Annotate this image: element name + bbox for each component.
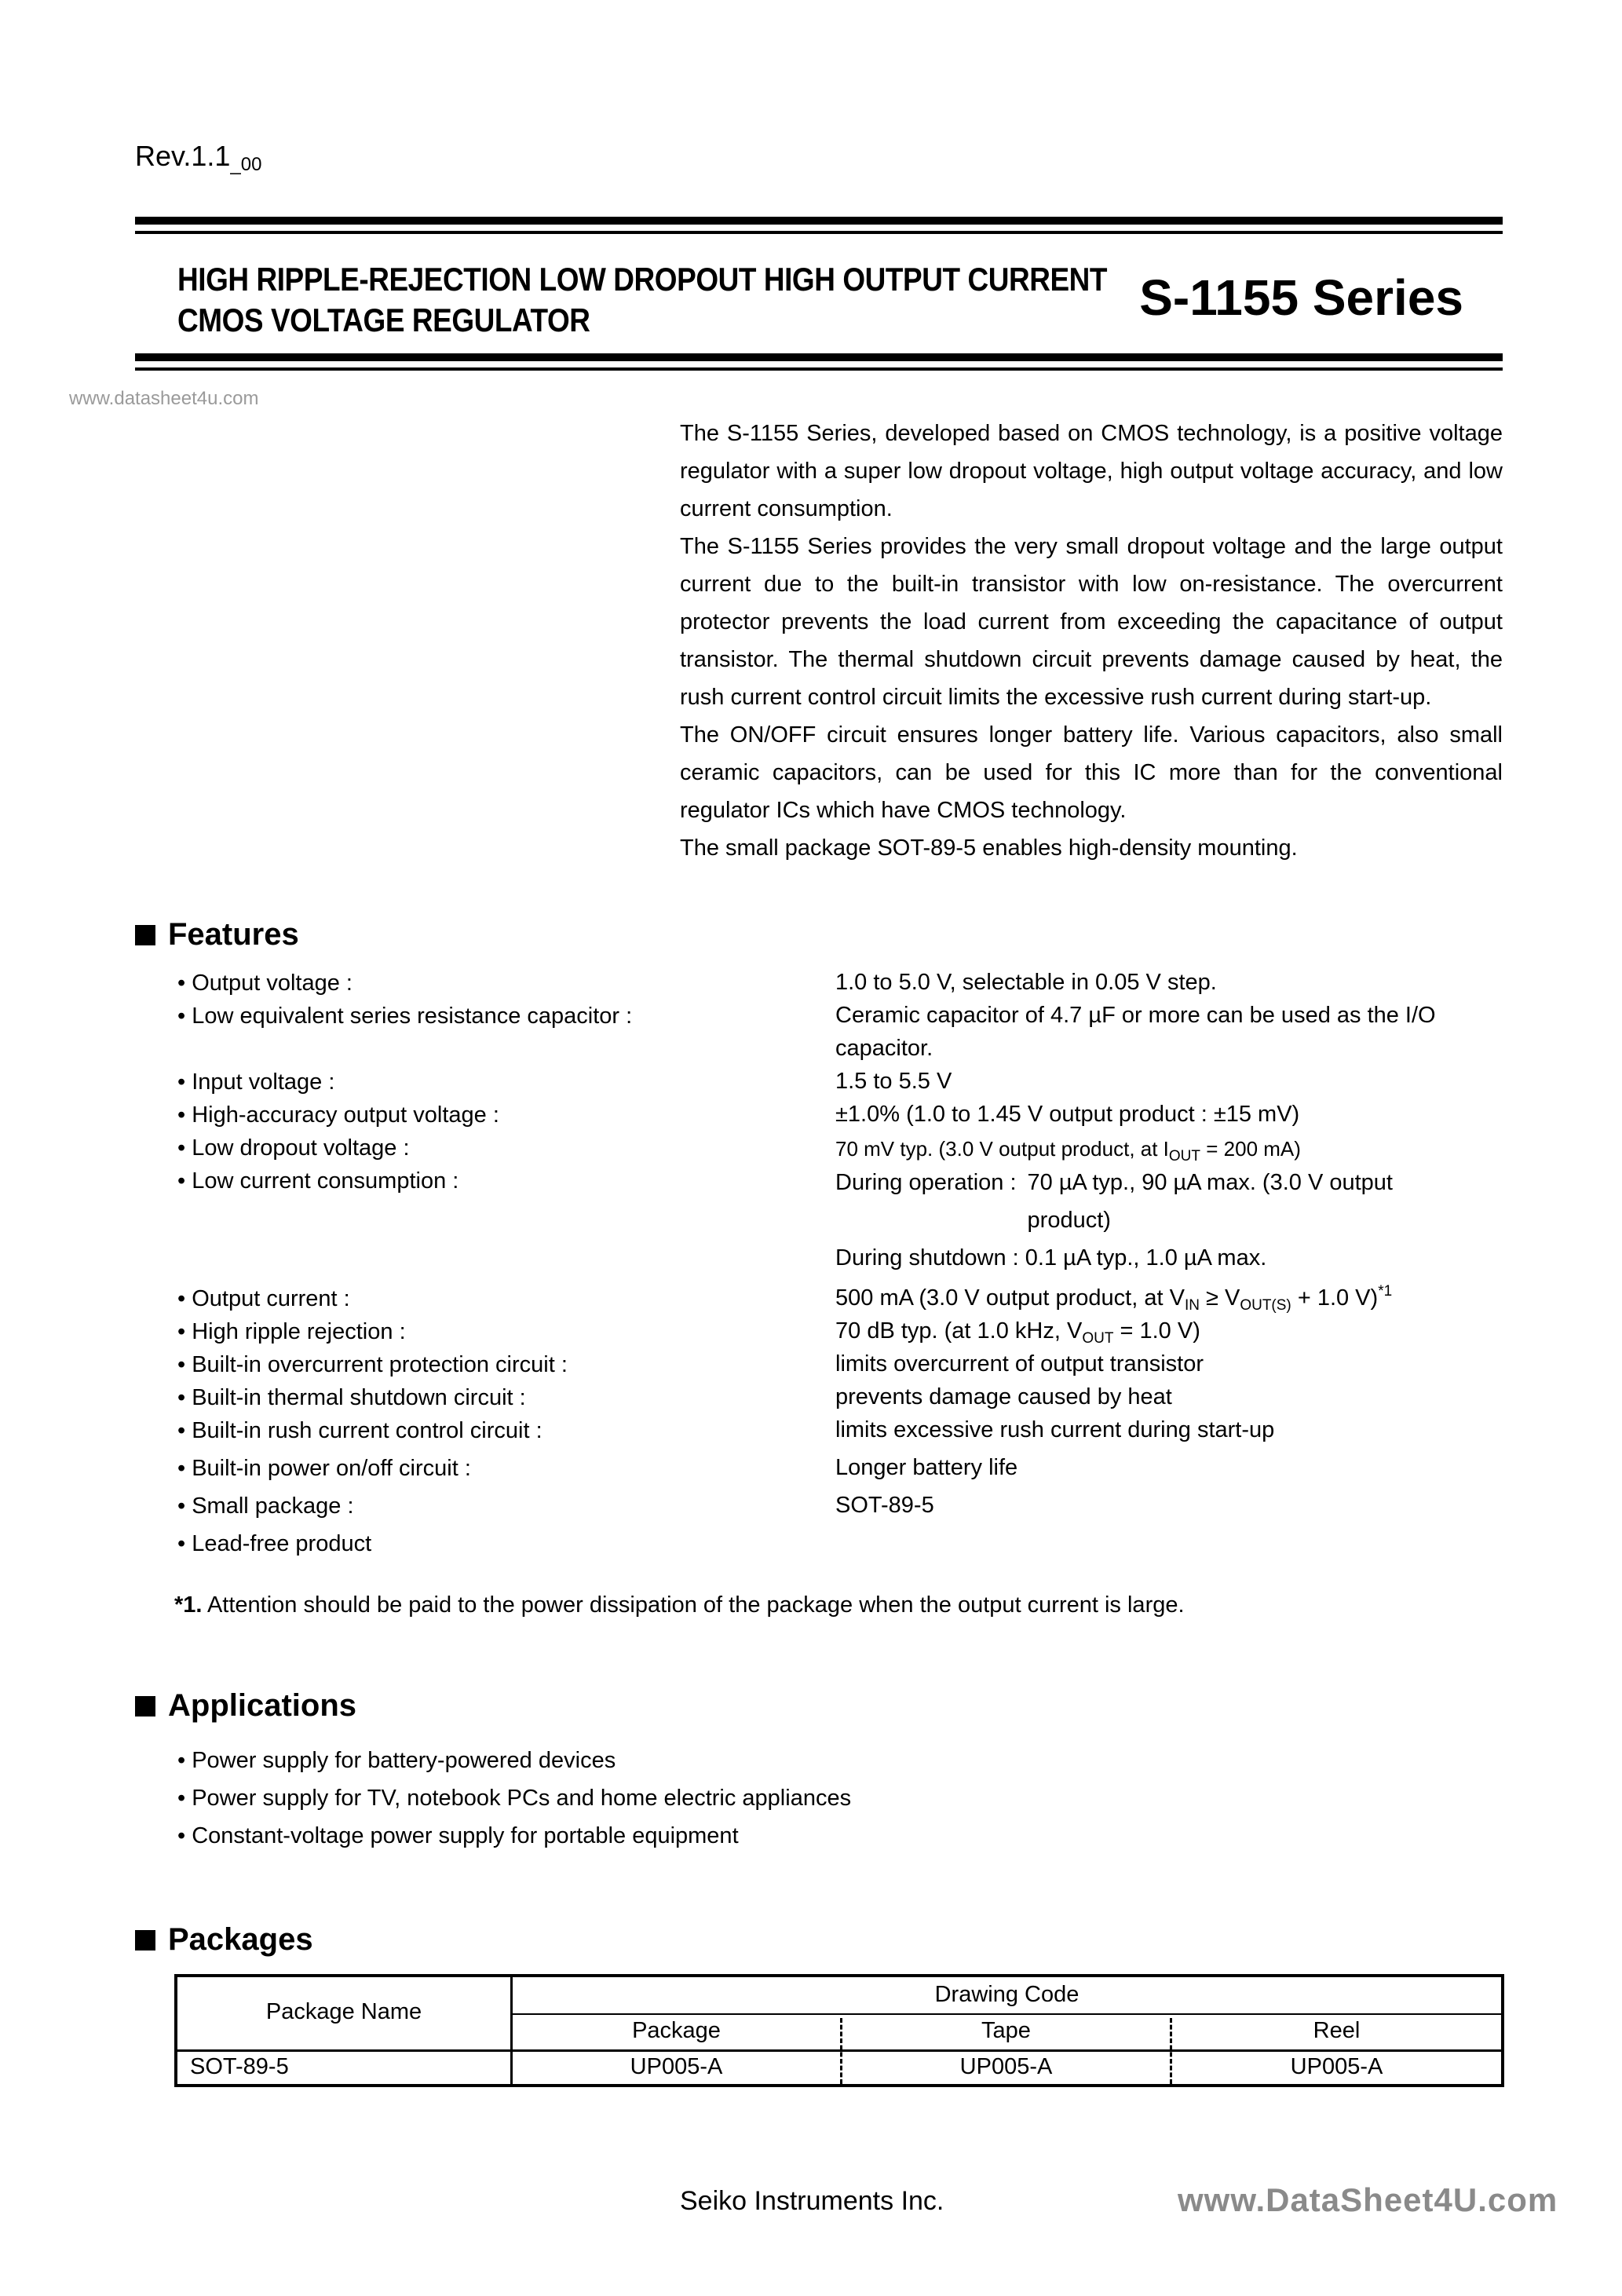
document-title: [177, 259, 1107, 341]
intro-paragraph: The ON/OFF circuit ensures longer battery life. Various capacitors, also small ceramic capacitors, can be used for this IC more than for the conventional regulator ICs which have CMOS technology.: [680, 722, 1503, 823]
title-line-2: CMOS VOLTAGE REGULATOR: [177, 302, 590, 338]
square-bullet-icon: [135, 1696, 155, 1717]
table-divider: [177, 2049, 1501, 2052]
feature-label: • Built-in overcurrent protection circuit :: [177, 1352, 568, 1377]
feature-label: • Low current consumption :: [177, 1168, 459, 1194]
revision: [135, 140, 261, 173]
footer-watermark-link[interactable]: www.DataSheet4U.com: [1178, 2181, 1558, 2218]
square-bullet-icon: [135, 1930, 155, 1951]
cell-package-code: UP005-A: [630, 2054, 723, 2079]
feature-label: • High ripple rejection :: [177, 1319, 406, 1344]
footer-company: Seiko Instruments Inc.: [680, 2186, 944, 2216]
value-subscript: OUT(S): [1240, 1297, 1291, 1314]
cell-tape-code: UP005-A: [959, 2054, 1053, 2079]
top-rule-thin: [135, 231, 1503, 234]
feature-value: [835, 1314, 1511, 1351]
application-item: • Constant-voltage power supply for portable equipment: [177, 1823, 739, 1848]
value-part: ≥ V: [1199, 1285, 1240, 1311]
intro-paragraph: The S-1155 Series provides the very small dropout voltage and the large output current due to the built-in transistor with low on-resistance. The overcurrent protector prevents the load current from exceeding the capacitance of output transistor. The thermal shutdown circuit prevents damage caused by heat, the rush current control circuit limits the excessive rush current during start-up.: [680, 534, 1503, 710]
features-heading: [135, 917, 299, 952]
packages-table: [174, 1974, 1504, 2087]
feature-label: • Built-in power on/off circuit :: [177, 1456, 471, 1481]
feature-label: • Lead-free product: [177, 1531, 372, 1556]
feature-label: • Built-in thermal shutdown circuit :: [177, 1385, 526, 1410]
cell-package-name: SOT-89-5: [190, 2054, 289, 2079]
value-part: + 1.0 V): [1291, 1285, 1379, 1311]
intro-paragraph: The S-1155 Series, developed based on CMOS technology, is a positive voltage regulator with a super low dropout voltage, high output voltage accuracy, and low current consumption.: [680, 421, 1503, 521]
feature-label: • Low dropout voltage :: [177, 1135, 410, 1161]
packages-heading: [135, 1922, 313, 1958]
applications-heading-text: Applications: [168, 1688, 357, 1723]
header-reel: Reel: [1313, 2018, 1361, 2043]
feature-value: [835, 1281, 1511, 1318]
watermark-link[interactable]: www.datasheet4u.com: [69, 388, 259, 409]
series-name: S-1155 Series: [1139, 269, 1463, 326]
feature-value: prevents damage caused by heat: [835, 1384, 1172, 1409]
footnote-text: Attention should be paid to the power dissipation of the package when the output current is large.: [202, 1592, 1185, 1618]
applications-heading: [135, 1688, 356, 1724]
feature-label: • Input voltage :: [177, 1069, 335, 1095]
value-part: = 1.0 V): [1113, 1318, 1200, 1344]
feature-label: • Low equivalent series resistance capacitor :: [177, 1004, 633, 1029]
feature-label: • Output current :: [177, 1286, 350, 1311]
value-part: = 200 mA): [1200, 1137, 1301, 1161]
features-heading-text: Features: [168, 917, 299, 952]
feature-label: • Output voltage :: [177, 971, 353, 996]
feature-value: limits excessive rush current during start-up: [835, 1417, 1275, 1442]
value-subscript: OUT: [1082, 1330, 1114, 1347]
feature-value: Longer battery life: [835, 1455, 1018, 1480]
feature-value: 1.0 to 5.0 V, selectable in 0.05 V step.: [835, 970, 1217, 995]
application-item: • Power supply for battery-powered devices: [177, 1748, 616, 1773]
feature-value: limits overcurrent of output transistor: [835, 1351, 1204, 1377]
bottom-rule-thick: [135, 353, 1503, 361]
packages-heading-text: Packages: [168, 1922, 313, 1957]
header-drawing-code: Drawing Code: [934, 1982, 1080, 2007]
footnote: [174, 1592, 1185, 1618]
footnote-mark: *1.: [174, 1592, 203, 1618]
value-label: During operation :: [835, 1170, 1017, 1195]
value-part: 70 dB typ. (at 1.0 kHz, V: [835, 1318, 1083, 1344]
operation-current: [835, 1164, 1511, 1239]
value-part: 500 mA (3.0 V output product, at V: [835, 1285, 1185, 1311]
application-item: • Power supply for TV, notebook PCs and home electric appliances: [177, 1786, 852, 1811]
header-package: Package: [632, 2018, 721, 2043]
feature-label: • High-accuracy output voltage :: [177, 1102, 499, 1128]
intro-paragraph: The small package SOT-89-5 enables high-density mounting.: [680, 835, 1298, 861]
revision-main: Rev.1.1: [135, 140, 231, 172]
feature-label: • Small package :: [177, 1493, 354, 1519]
feature-value: 1.5 to 5.5 V: [835, 1069, 952, 1094]
value-subscript: OUT: [1168, 1148, 1201, 1164]
value-subscript: IN: [1184, 1297, 1200, 1314]
feature-value: [835, 1164, 1511, 1277]
revision-sub: _00: [230, 154, 262, 175]
feature-value: ±1.0% (1.0 to 1.45 V output product : ±15 mV): [835, 1102, 1300, 1127]
table-divider: [513, 2013, 1501, 2015]
value-part: 70 mV typ. (3.0 V output product, at I: [835, 1137, 1169, 1161]
value-part: 70 µA typ., 90 µA max. (3.0 V output product): [1027, 1170, 1393, 1233]
header-package-name: Package Name: [265, 1999, 422, 2024]
cell-reel-code: UP005-A: [1290, 2054, 1383, 2079]
feature-value: Ceramic capacitor of 4.7 µF or more can be used as the I/O capacitor.: [835, 1003, 1436, 1061]
feature-label: • Built-in rush current control circuit :: [177, 1418, 542, 1443]
footnote-marker: *1: [1378, 1283, 1393, 1300]
intro-text: [680, 415, 1503, 867]
shutdown-current: During shutdown : 0.1 µA typ., 1.0 µA max.: [835, 1245, 1267, 1270]
top-rule-thick: [135, 217, 1503, 225]
bottom-rule-thin: [135, 367, 1503, 371]
square-bullet-icon: [135, 925, 155, 945]
title-line-1: HIGH RIPPLE-REJECTION LOW DROPOUT HIGH OUTPUT CURRENT: [177, 261, 1108, 298]
header-tape: Tape: [981, 2018, 1031, 2043]
feature-value: SOT-89-5: [835, 1493, 934, 1518]
